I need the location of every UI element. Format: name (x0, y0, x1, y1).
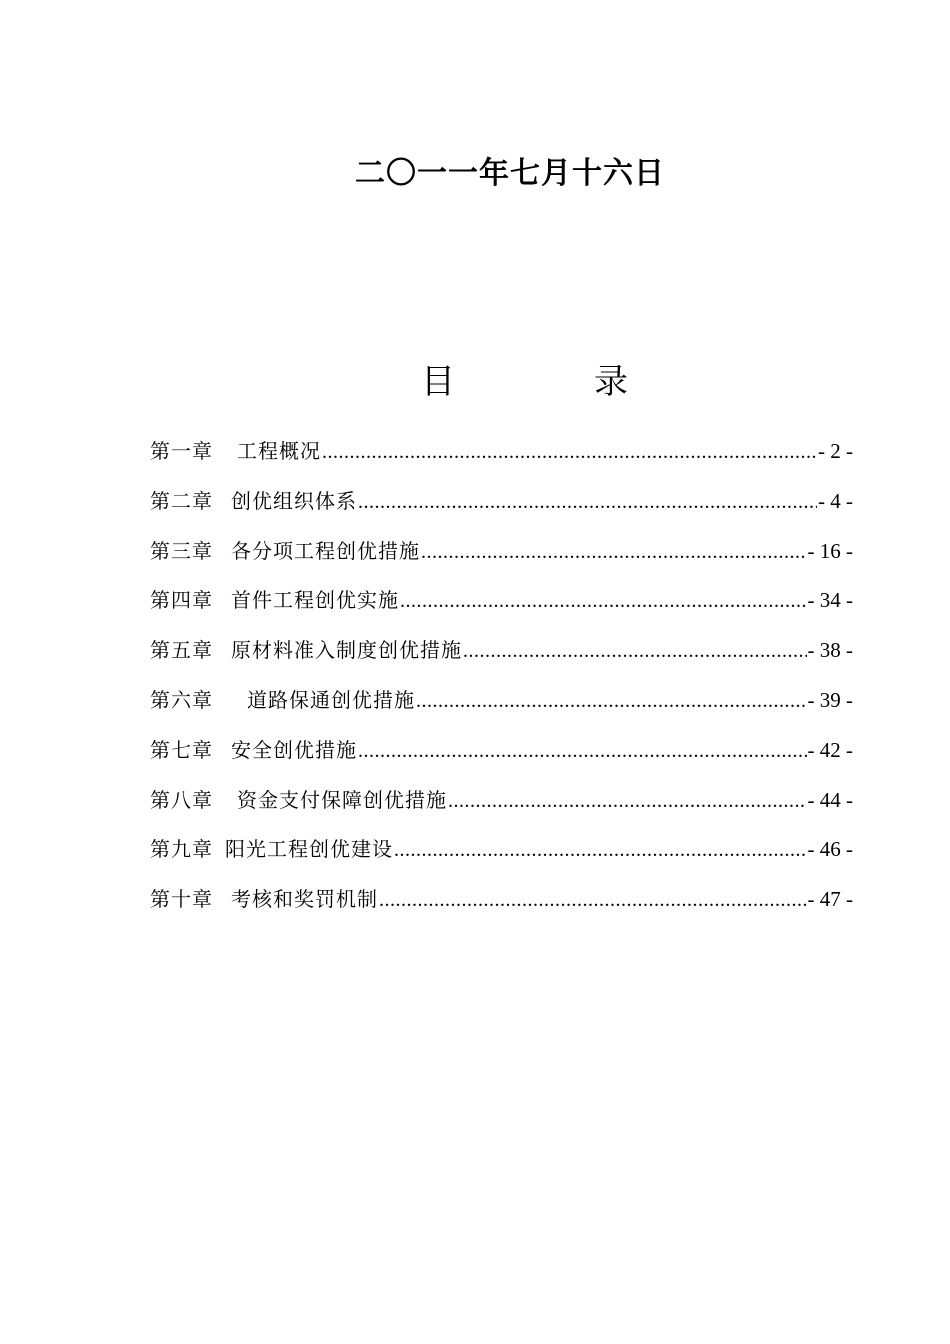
document-date: 二〇一一年七月十六日 (355, 156, 665, 191)
toc-chapter-number: 第三章 (150, 538, 213, 563)
toc-chapter-title: 工程概况 (237, 439, 321, 463)
toc-entry-chapter-3[interactable] (150, 532, 853, 582)
toc-entry-chapter-1[interactable] (150, 432, 853, 482)
toc-dot-leader (358, 732, 807, 770)
toc-chapter-number: 第五章 (150, 638, 213, 663)
toc-dot-leader (400, 582, 807, 620)
toc-chapter-number: 第一章 (150, 439, 213, 463)
toc-dot-leader (416, 682, 807, 720)
toc-chapter-number: 第四章 (150, 588, 213, 613)
toc-chapter-number: 第二章 (150, 488, 213, 513)
toc-dot-leader (379, 881, 807, 919)
toc-dot-leader (421, 533, 807, 571)
toc-dot-leader (463, 632, 807, 670)
toc-chapter-title: 各分项工程创优措施 (231, 538, 420, 563)
toc-entry-chapter-10[interactable] (150, 880, 853, 930)
toc-page-number: - 16 - (807, 538, 853, 563)
toc-dot-leader (394, 831, 807, 869)
toc-entry-chapter-9[interactable] (150, 830, 853, 880)
toc-page-number: - 47 - (807, 887, 853, 912)
toc-chapter-title: 资金支付保障创优措施 (237, 787, 447, 812)
toc-page-number: - 4 - (818, 488, 853, 513)
toc-chapter-title: 考核和奖罚机制 (231, 887, 378, 912)
toc-chapter-number: 第七章 (150, 737, 213, 762)
table-of-contents (150, 432, 853, 930)
toc-chapter-number: 第九章 (150, 837, 213, 862)
toc-page-number: - 39 - (807, 687, 853, 712)
toc-page-number: - 46 - (807, 837, 853, 862)
toc-chapter-number: 第十章 (150, 887, 213, 912)
toc-dot-leader (358, 483, 817, 521)
toc-chapter-title: 道路保通创优措施 (247, 687, 415, 712)
toc-chapter-title: 创优组织体系 (231, 488, 357, 513)
toc-entry-chapter-6[interactable] (150, 681, 853, 731)
toc-entry-chapter-4[interactable] (150, 581, 853, 631)
toc-chapter-title: 首件工程创优实施 (231, 588, 399, 613)
toc-entry-chapter-8[interactable] (150, 781, 853, 831)
toc-page-number: - 2 - (818, 439, 853, 463)
toc-chapter-number: 第八章 (150, 787, 213, 812)
toc-entry-chapter-2[interactable] (150, 482, 853, 532)
toc-entry-chapter-7[interactable] (150, 731, 853, 781)
toc-chapter-title: 阳光工程创优建设 (225, 837, 393, 862)
toc-heading (0, 360, 950, 408)
toc-dot-leader (448, 782, 807, 820)
toc-dot-leader (322, 433, 817, 471)
toc-page-number: - 44 - (807, 787, 853, 812)
toc-chapter-number: 第六章 (150, 687, 213, 712)
toc-chapter-title: 安全创优措施 (231, 737, 357, 762)
toc-heading-char-2: 录 (594, 362, 628, 402)
toc-page-number: - 42 - (807, 737, 853, 762)
toc-entry-chapter-5[interactable] (150, 631, 853, 681)
toc-page-number: - 34 - (807, 588, 853, 613)
toc-chapter-title: 原材料准入制度创优措施 (231, 638, 462, 663)
toc-page-number: - 38 - (807, 638, 853, 663)
toc-heading-char-1: 目 (421, 362, 455, 402)
